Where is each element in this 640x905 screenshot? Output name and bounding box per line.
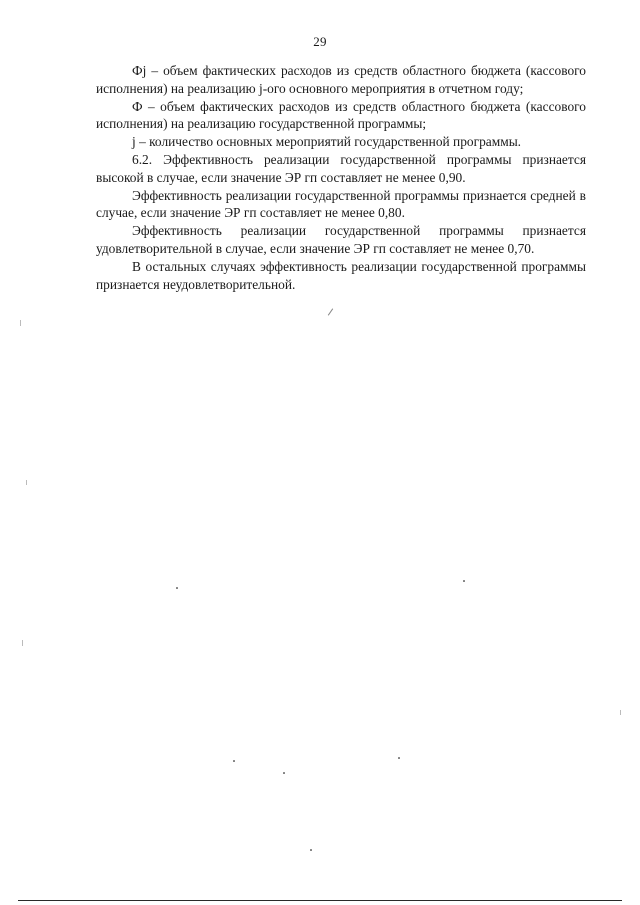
paragraph-unsatisfactory-efficiency: В остальных случаях эффективность реализации государственной программы признается неудовлетворительной. bbox=[96, 258, 586, 292]
scan-speck bbox=[463, 580, 465, 582]
scan-edge-mark bbox=[22, 640, 23, 646]
scan-mark bbox=[328, 308, 333, 315]
page-number: 29 bbox=[313, 34, 327, 49]
bottom-rule bbox=[18, 900, 622, 901]
paragraph-f-definition: Ф – объем фактических расходов из средств областного бюджета (кассового исполнения) на реализацию государственной программы; bbox=[96, 98, 586, 132]
body-text bbox=[96, 62, 586, 293]
scan-speck bbox=[233, 760, 235, 762]
paragraph-fj-definition: Фj – объем фактических расходов из средств областного бюджета (кассового исполнения) на реализацию j-ого основного мероприятия в отчетном году; bbox=[96, 63, 586, 96]
paragraph-satisfactory-efficiency: Эффективность реализации государственной программы признается удовлетворительной в случае, если значение ЭР гп составляет не менее 0,70. bbox=[96, 223, 586, 256]
scan-speck bbox=[176, 587, 178, 589]
scan-edge-mark bbox=[620, 710, 621, 715]
paragraph-medium-efficiency: Эффективность реализации государственной программы признается средней в случае, если значение ЭР гп составляет не менее 0,80. bbox=[96, 187, 586, 221]
paragraph-section-6-2: 6.2. Эффективность реализации государственной программы признается высокой в случае, если значение ЭР гп составляет не менее 0,90. bbox=[96, 151, 586, 185]
scan-speck bbox=[283, 772, 285, 774]
scan-edge-mark bbox=[20, 320, 21, 326]
scan-speck bbox=[398, 757, 400, 759]
scan-speck bbox=[310, 849, 312, 851]
paragraph-j-definition: j – количество основных мероприятий государственной программы. bbox=[132, 134, 522, 150]
scan-edge-mark bbox=[26, 480, 27, 485]
